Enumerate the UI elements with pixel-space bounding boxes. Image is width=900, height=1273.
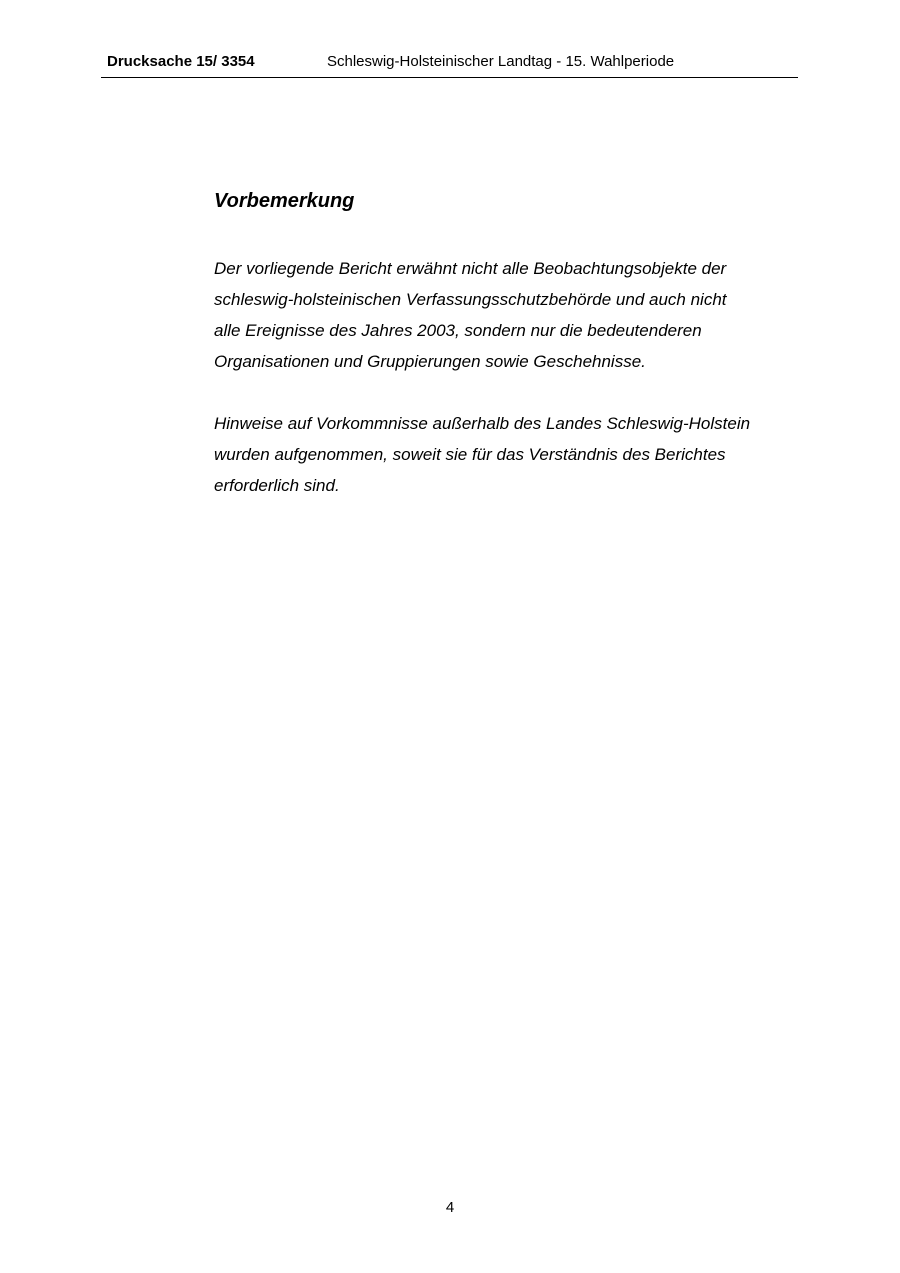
paragraph-line: Der vorliegende Bericht erwähnt nicht alle Beobachtungsobjekte der: [214, 259, 727, 278]
paragraph-line: wurden aufgenommen, soweit sie für das Verständnis des Berichtes: [214, 445, 726, 464]
page-number: 4: [445, 1199, 455, 1216]
paragraph-1: [214, 253, 804, 377]
paragraph-2: [214, 408, 804, 501]
document-number: Drucksache 15/ 3354: [107, 53, 255, 70]
main-content: [214, 187, 804, 501]
paragraph-line: erforderlich sind.: [214, 476, 340, 495]
paragraph-line: schleswig-holsteinischen Verfassungsschutzbehörde und auch nicht: [214, 290, 727, 309]
paragraph-line: Organisationen und Gruppierungen sowie Geschehnisse.: [214, 352, 646, 371]
paragraph-line: alle Ereignisse des Jahres 2003, sondern nur die bedeutenderen: [214, 321, 702, 340]
section-heading: Vorbemerkung: [214, 190, 355, 212]
parliament-title: Schleswig-Holsteinischer Landtag - 15. Wahlperiode: [327, 53, 675, 70]
page-header: [101, 50, 798, 78]
paragraph-line: Hinweise auf Vorkommnisse außerhalb des Landes Schleswig-Holstein: [214, 414, 751, 433]
